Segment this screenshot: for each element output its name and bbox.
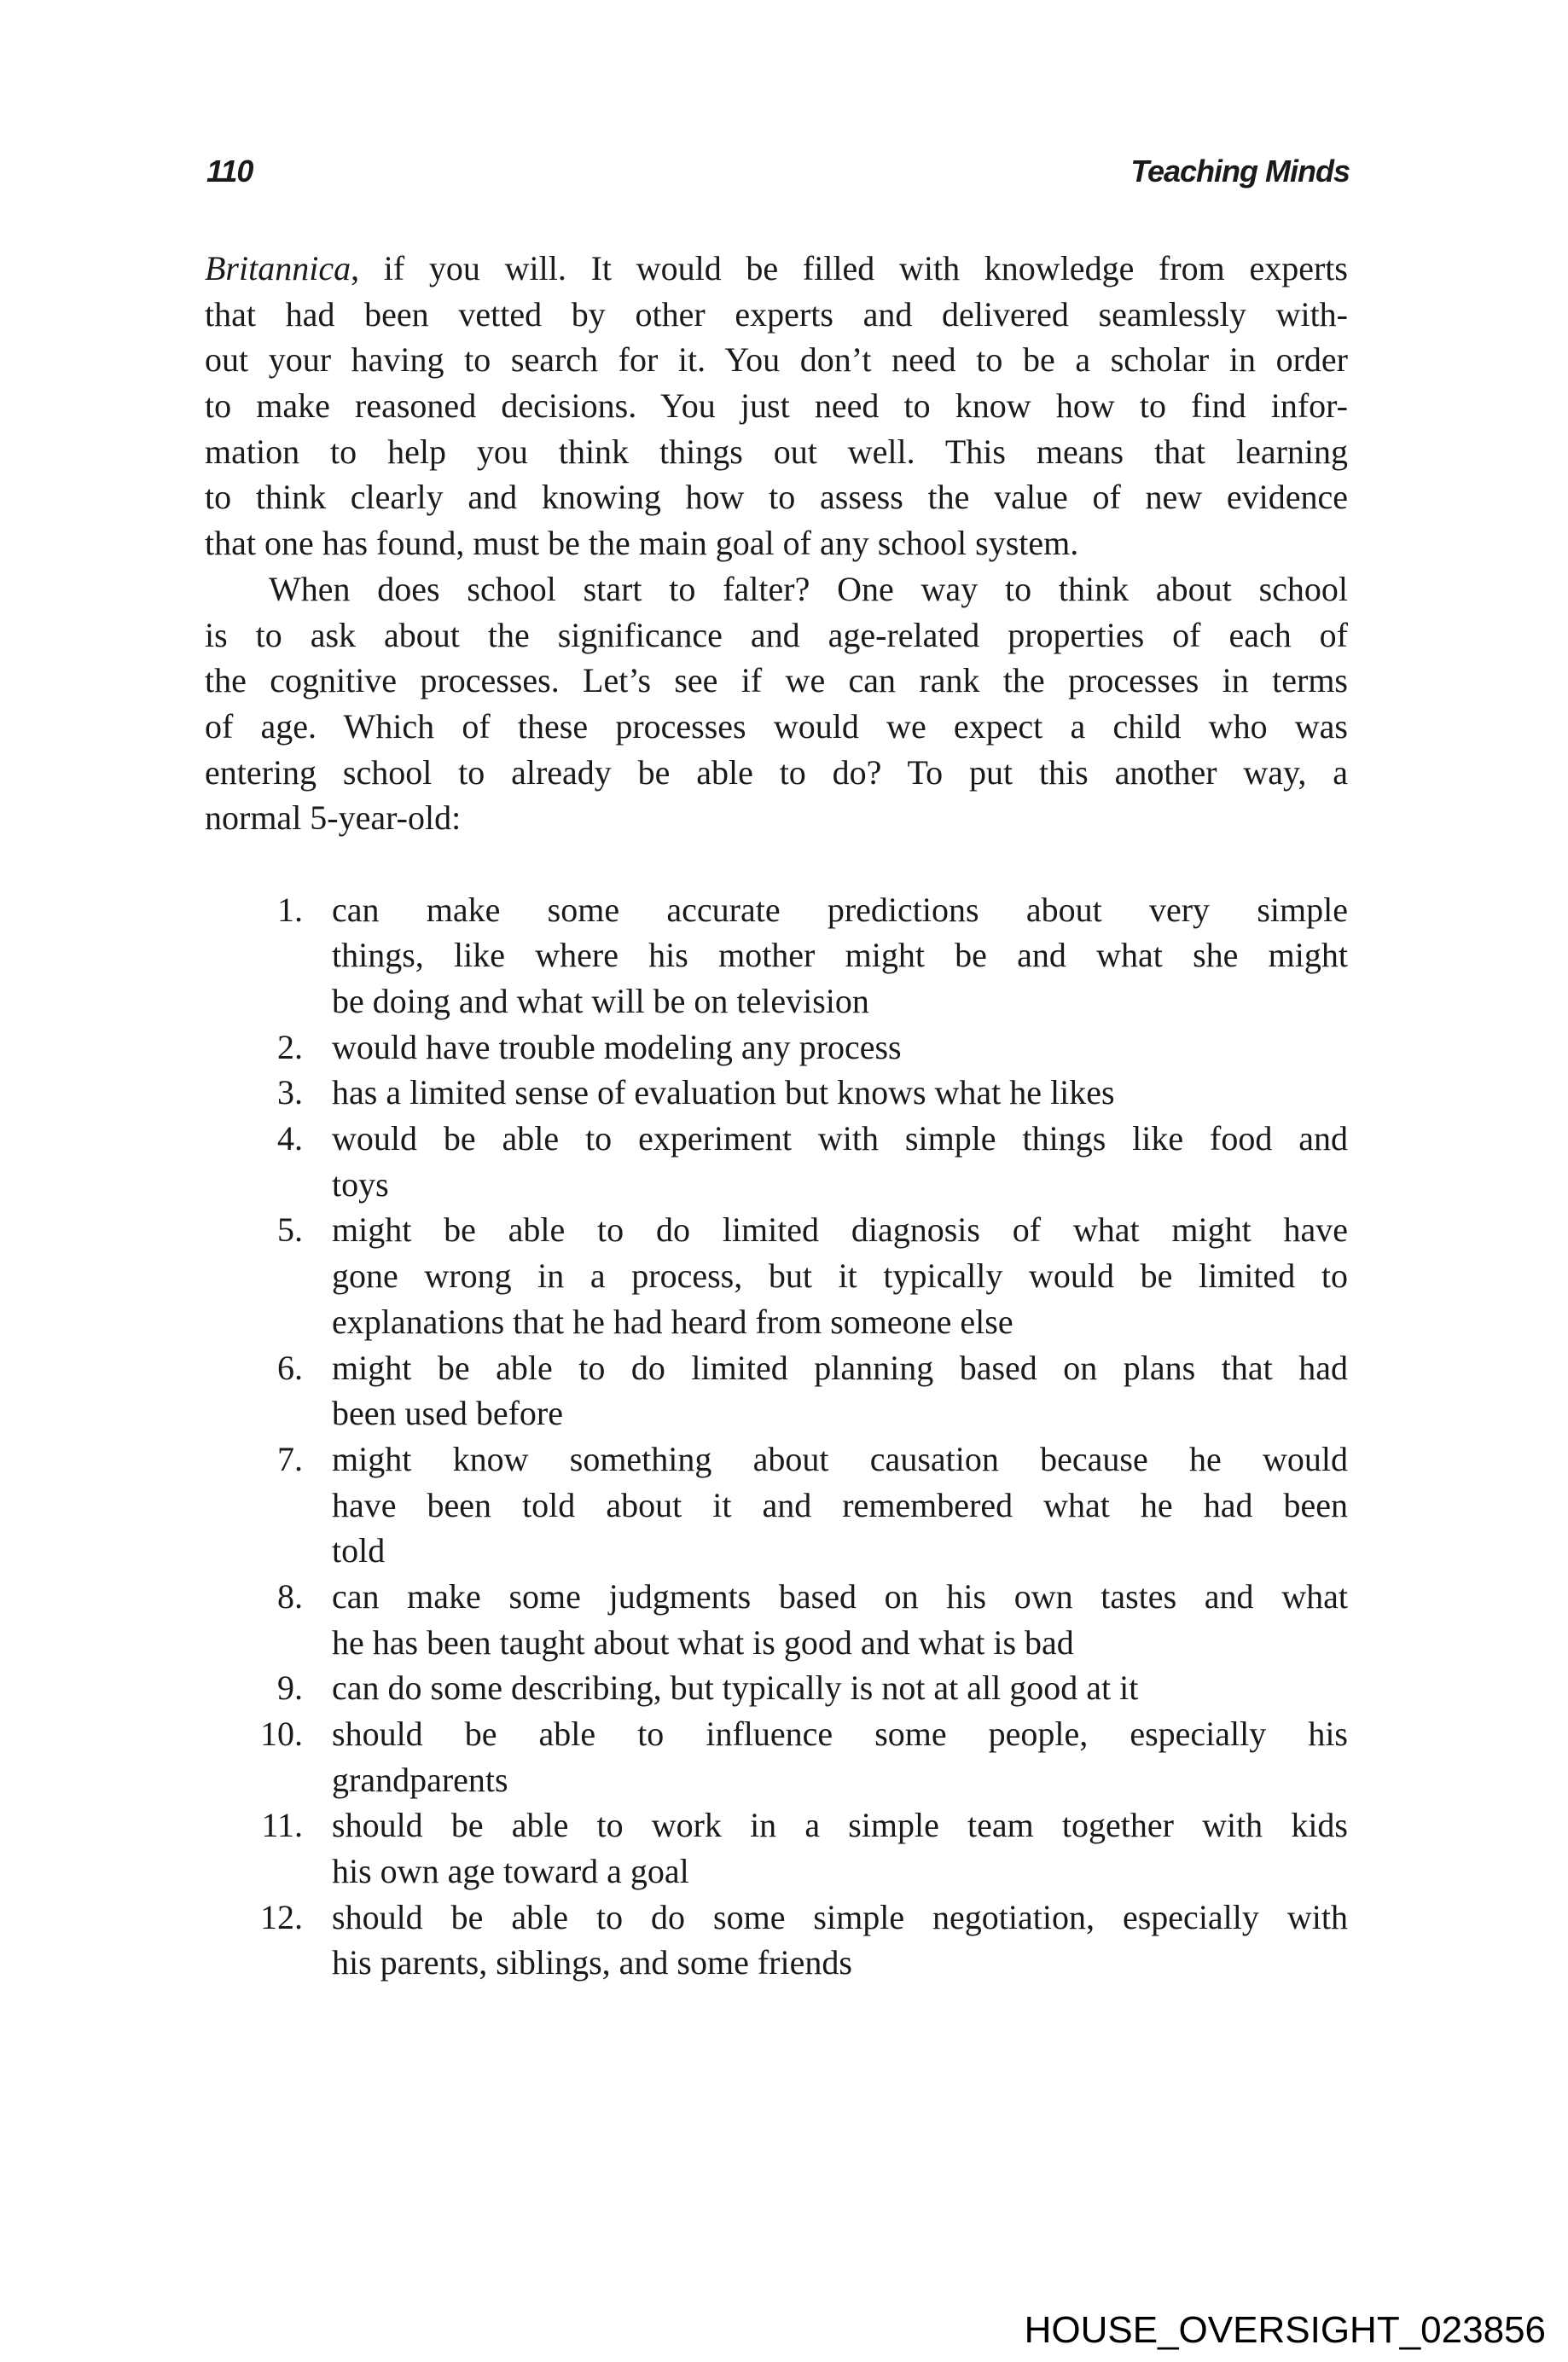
text-line: his parents, siblings, and some friends xyxy=(332,1943,852,1982)
text-line: he has been taught about what is good and what is bad xyxy=(332,1622,1074,1662)
line-text: the cognitive processes. Let’s see if we can rank the processes in terms xyxy=(205,661,1348,700)
line-text: , if you will. It would be filled with knowledge from experts xyxy=(351,249,1348,287)
list-item xyxy=(205,1116,1348,1207)
text-line: be doing and what will be on television xyxy=(332,982,869,1020)
list-number: 3. xyxy=(277,1073,303,1112)
text-line: should be able to influence some people, especially his xyxy=(332,1715,1348,1754)
bates-stamp: HOUSE_OVERSIGHT_023856 xyxy=(1024,2309,1546,2351)
text-line xyxy=(205,292,1348,338)
text-line: might be able to do limited planning based on plans that had xyxy=(332,1348,1348,1387)
text-line: has a limited sense of evaluation but knows what he likes xyxy=(332,1073,1115,1112)
text-line xyxy=(205,474,1348,520)
line-text: to think clearly and knowing how to assess the value of new evidence xyxy=(205,478,1348,517)
list-item-text xyxy=(332,1665,1348,1711)
text-line: have been told about it and remembered what he had been xyxy=(332,1485,1348,1524)
running-title: Teaching Minds xyxy=(1130,154,1350,189)
list-number: 6. xyxy=(277,1348,303,1387)
text-line xyxy=(205,566,1348,612)
text-line xyxy=(205,658,1348,704)
text-line: should be able to do some simple negotiation, especially with xyxy=(332,1897,1348,1936)
text-line xyxy=(205,246,1348,292)
list-number: 2. xyxy=(277,1027,303,1066)
text-line: can make some judgments based on his own tastes and what xyxy=(332,1576,1348,1616)
text-line: should be able to work in a simple team together with kids xyxy=(332,1806,1348,1845)
list-number: 9. xyxy=(277,1668,303,1708)
text-line: gone wrong in a process, but it typically would be limited to xyxy=(332,1256,1348,1296)
list-item-text xyxy=(332,1574,1348,1665)
list-item xyxy=(205,1665,1348,1711)
list-item-text xyxy=(332,1207,1348,1344)
list-item xyxy=(205,1024,1348,1071)
text-line xyxy=(205,795,1348,841)
list-item xyxy=(205,1711,1348,1802)
list-item-text xyxy=(332,1116,1348,1207)
text-line: explanations that he had heard from someone else xyxy=(332,1302,1013,1341)
list-item-text xyxy=(332,1436,1348,1574)
text-line: can make some accurate predictions about very simple xyxy=(332,890,1348,929)
text-line: might know something about causation because he would xyxy=(332,1439,1348,1478)
text-line xyxy=(205,612,1348,659)
text-line: been used before xyxy=(332,1394,563,1433)
line-text: normal 5-year-old: xyxy=(205,798,462,838)
text-line: his own age toward a goal xyxy=(332,1852,689,1891)
line-text: mation to help you think things out well. This means that learning xyxy=(205,432,1348,471)
numbered-list xyxy=(205,887,1348,1987)
list-item-text xyxy=(332,1024,1348,1071)
line-text: out your having to search for it. You don’t need to be a scholar in order xyxy=(205,340,1348,380)
list-item xyxy=(205,1574,1348,1665)
list-item-text xyxy=(332,1070,1348,1116)
page-number: 110 xyxy=(206,154,253,189)
list-item-text xyxy=(332,1802,1348,1894)
list-item xyxy=(205,1895,1348,1986)
line-text: of age. Which of these processes would we expect a child who was xyxy=(205,706,1348,746)
list-number: 5. xyxy=(277,1210,303,1250)
line-text: that one has found, must be the main goal of any school system. xyxy=(205,524,1079,563)
paragraph xyxy=(205,566,1348,841)
list-item-text xyxy=(332,1345,1348,1436)
text-line: would have trouble modeling any process xyxy=(332,1027,902,1066)
line-text: entering school to already be able to do? To put this another way, a xyxy=(205,752,1348,792)
list-item xyxy=(205,1070,1348,1116)
text-line: grandparents xyxy=(332,1760,508,1799)
text-line xyxy=(205,520,1348,566)
list-number: 8. xyxy=(277,1576,303,1616)
list-item xyxy=(205,1207,1348,1344)
line-text: to make reasoned decisions. You just need to know how to find infor- xyxy=(205,386,1348,426)
text-line xyxy=(205,337,1348,383)
text-line: things, like where his mother might be and what she might xyxy=(332,936,1348,975)
list-item xyxy=(205,887,1348,1024)
text-line: can do some describing, but typically is not at all good at it xyxy=(332,1668,1139,1708)
text-line xyxy=(205,704,1348,750)
italic-lead: Britannica xyxy=(205,249,351,287)
list-number: 7. xyxy=(277,1439,303,1478)
list-item xyxy=(205,1345,1348,1436)
line-text: is to ask about the significance and age-related properties of each of xyxy=(205,615,1348,654)
text-line xyxy=(205,383,1348,429)
list-item xyxy=(205,1436,1348,1574)
paragraphs xyxy=(205,246,1348,841)
line-text: When does school start to falter? One way to think about school xyxy=(269,569,1348,608)
list-number: 1. xyxy=(277,890,303,929)
text-line xyxy=(205,429,1348,475)
list-item-text xyxy=(332,887,1348,1024)
paragraph xyxy=(205,246,1348,566)
list-number: 11. xyxy=(261,1806,303,1845)
list-number: 12. xyxy=(260,1897,303,1936)
list-item-text xyxy=(332,1711,1348,1802)
text-line: would be able to experiment with simple things like food and xyxy=(332,1119,1348,1158)
text-line: might be able to do limited diagnosis of what might have xyxy=(332,1210,1348,1250)
list-item-text xyxy=(332,1895,1348,1986)
text-line: toys xyxy=(332,1164,389,1204)
list-item xyxy=(205,1802,1348,1894)
list-number: 10. xyxy=(260,1715,303,1754)
page-body xyxy=(205,246,1348,1986)
text-line xyxy=(205,750,1348,796)
text-line: told xyxy=(332,1531,386,1570)
list-number: 4. xyxy=(277,1119,303,1158)
line-text: that had been vetted by other experts and delivered seamlessly with- xyxy=(205,294,1348,334)
